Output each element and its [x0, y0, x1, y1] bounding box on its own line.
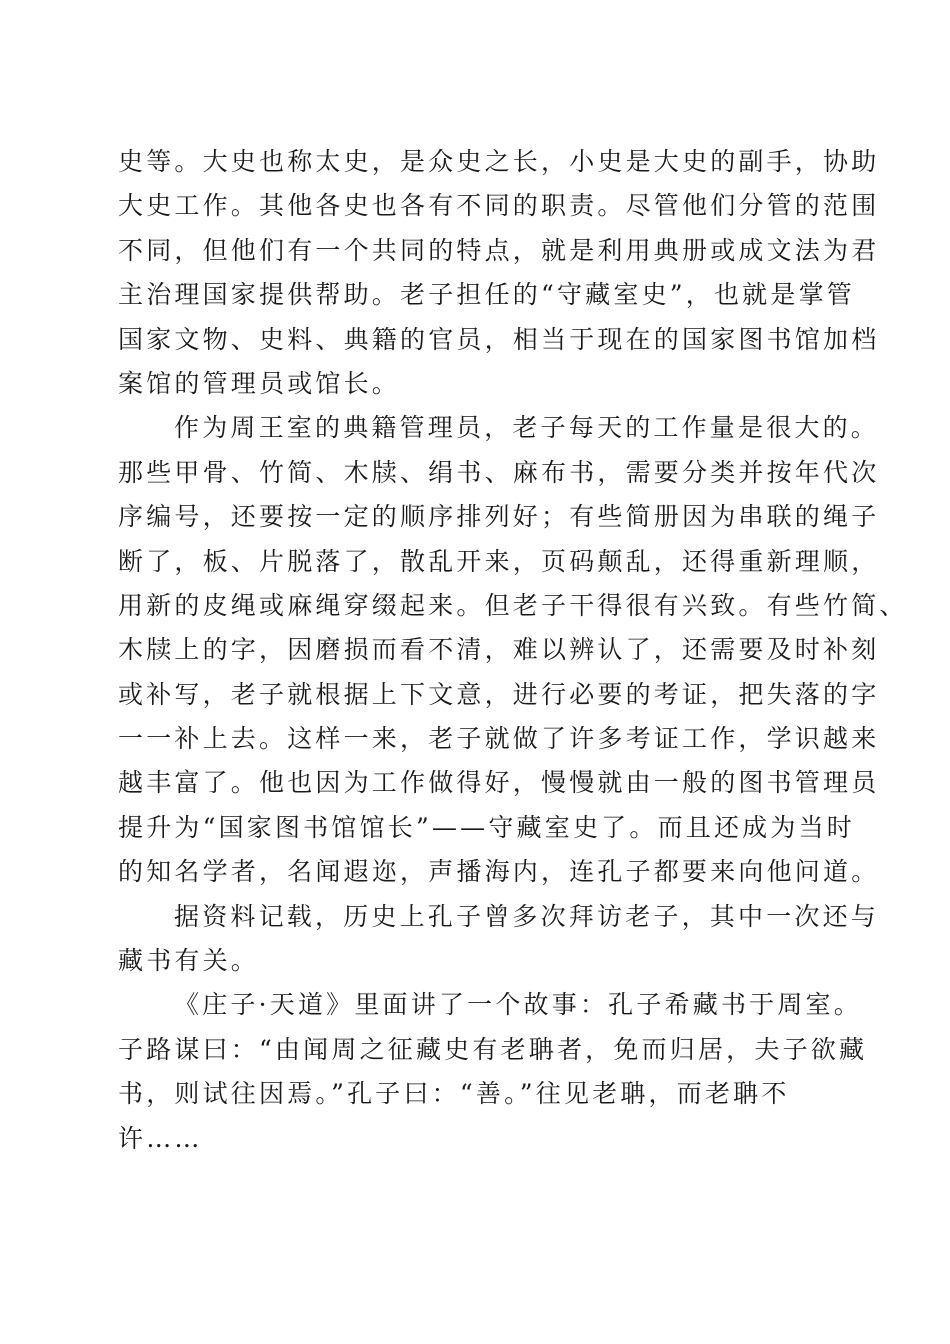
- text-line: 提升为“国家图书馆馆长”——守藏室史了。而且还成为当时: [118, 812, 855, 842]
- paragraph-start-line: 作为周王室的典籍管理员，老子每天的工作量是很大的。: [174, 413, 880, 443]
- text-line: 或补写，老子就根据上下文意，进行必要的考证，把失落的字: [118, 679, 880, 709]
- text-line: 藏书有关。: [118, 946, 260, 976]
- text-line: 案馆的管理员或馆长。: [118, 368, 401, 398]
- text-line: 不同，但他们有一个共同的特点，就是利用典册或成文法为君: [118, 235, 880, 265]
- text-line: 子路谋曰：“由闻周之征藏史有老聃者，免而归居，夫子欲藏: [118, 1034, 868, 1064]
- text-line: 许……: [118, 1123, 203, 1153]
- text-line: 书，则试往因焉。”孔子曰：“善。”往见老聃，而老聃不: [118, 1079, 790, 1109]
- paragraph-start-line: 《庄子·天道》里面讲了一个故事：孔子希藏书于周室。: [174, 990, 862, 1020]
- text-line: 越丰富了。他也因为工作做得好，慢慢就由一般的图书管理员: [118, 768, 880, 798]
- text-line: 大史工作。其他各史也各有不同的职责。尽管他们分管的范围: [118, 191, 880, 221]
- text-line: 用新的皮绳或麻绳穿缀起来。但老子干得很有兴致。有些竹简、: [118, 590, 908, 620]
- body-text: [118, 140, 908, 1161]
- text-line: 木牍上的字，因磨损而看不清，难以辨认了，还需要及时补刻: [118, 635, 880, 665]
- text-line: 的知名学者，名闻遐迩，声播海内，连孔子都要来向他问道。: [118, 857, 880, 887]
- text-line: 主治理国家提供帮助。老子担任的“守藏室史”，也就是掌管: [118, 280, 855, 310]
- text-line: 那些甲骨、竹简、木牍、绢书、麻布书，需要分类并按年代次: [118, 457, 880, 487]
- text-line: 国家文物、史料、典籍的官员，相当于现在的国家图书馆加档: [118, 324, 880, 354]
- text-line: 史等。大史也称太史，是众史之长，小史是大史的副手，协助: [118, 147, 880, 176]
- text-line: 一一补上去。这样一来，老子就做了许多考证工作，学识越来: [118, 724, 880, 754]
- text-line: 断了，板、片脱落了，散乱开来，页码颠乱，还得重新理顺，: [118, 546, 880, 576]
- paragraph-start-line: 据资料记载，历史上孔子曾多次拜访老子，其中一次还与: [174, 901, 880, 931]
- text-line: 序编号，还要按一定的顺序排列好；有些简册因为串联的绳子: [118, 502, 880, 532]
